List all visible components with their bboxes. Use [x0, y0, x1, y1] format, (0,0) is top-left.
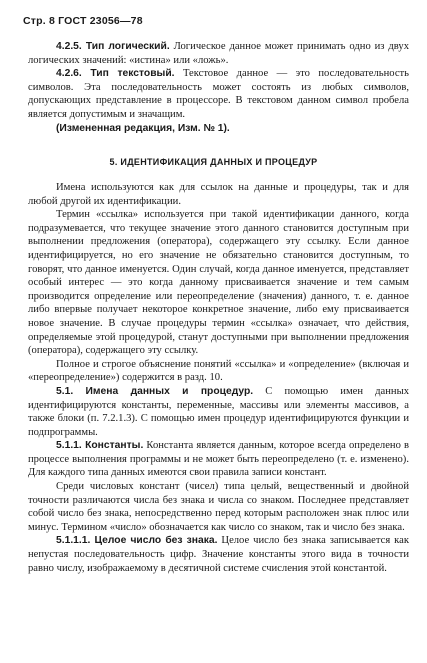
clause-label: 5.1.1. Константы. [56, 440, 144, 452]
edit-note-text: (Измененная редакция, Изм. № 1). [56, 122, 230, 134]
top-block [28, 40, 409, 135]
clause-text: Текстовое данное — это последовательность символов. Эта последовательность может состоять из любых символов, допускающих представление в процессоре. В текстовом данном символ пробела является допустимым и значащим. [28, 68, 409, 120]
paragraph-numeric-constants: Среди числовых констант (чисел) типа целый, вещественный и двойной точности различаются числа без знака и числа со знаком. Последнее представляет собой число без знака, непосредственно перед которым расположен знак плюс или минус. Термином «число» обозначается как число со знаком, так и число без знака. [28, 481, 409, 533]
clause-text: Константа является данным, которое всегда определено в процессе выполнения программы и не может быть переопределено (т. е. изменено). Для каждого типа данных имеются свои правила записи констант. [28, 440, 409, 479]
clause-label: 4.2.6. Тип текстовый. [56, 68, 175, 80]
page-header: Стр. 8 ГОСТ 23056—78 [23, 15, 143, 27]
paragraph-definition: Полное и строгое объяснение понятий «ссылка» и «определение» (включая и «переопределение») содержится в разд. 10. [28, 358, 409, 384]
clause-label: 5.1. Имена данных и процедур. [56, 385, 254, 397]
paragraph-5-1 [28, 385, 409, 439]
paragraph-4-2-6 [28, 67, 409, 121]
clause-text: Логическое данное может принимать одно из двух логических значений: «истина» или «ложь». [28, 41, 409, 66]
paragraph-5-1-1 [28, 439, 409, 480]
main-block [28, 181, 409, 575]
paragraph-names: Имена используются как для ссылок на данные и процедуры, так и для любой другой их идентификации. [28, 182, 409, 207]
clause-text: С помощью имен данных идентифицируются константы, переменные, массивы или элементы массивов, а также блоки (п. 7.2.1.3). С помощью имен процедур идентифицируются функции и подпрограммы. [28, 385, 410, 438]
clause-label: 4.2.5. Тип логический. [56, 41, 170, 52]
edit-note [28, 122, 409, 136]
paragraph-4-2-5 [28, 40, 409, 67]
clause-text: Целое число без знака записывается как непустая последовательность цифр. Значение константы этого вида в точности равно числу, изображаемому в десятичной системе счисления этой константой. [28, 535, 409, 574]
clause-label: 5.1.1.1. Целое число без знака. [56, 535, 218, 547]
paragraph-reference: Термин «ссылка» используется при такой идентификации данного, когда подразумевается, что текущее значение этого данного становится доступным при выполнении предложения (оператора), содержащего эту ссылку. Если данное идентифицируется, но его значение не обязательно становится доступным, то говорят, что данное именуется. Один случай, когда данное именуется, представляет особый интерес — это когда данному присваивается значение и тем самым производится определение или переопределение (значения) данного, т. е. данное либо впервые получает некоторое конкретное значение, либо ему присваивается новое значение. В случае процедуры термин «ссылка» означает, что действия, определяемые этой процедурой, станут доступными при выполнении предложения (оператора), содержащего эту ссылку. [28, 209, 409, 357]
paragraph-5-1-1-1 [28, 534, 409, 575]
section-heading: 5. ИДЕНТИФИКАЦИЯ ДАННЫХ И ПРОЦЕДУР [109, 157, 318, 167]
